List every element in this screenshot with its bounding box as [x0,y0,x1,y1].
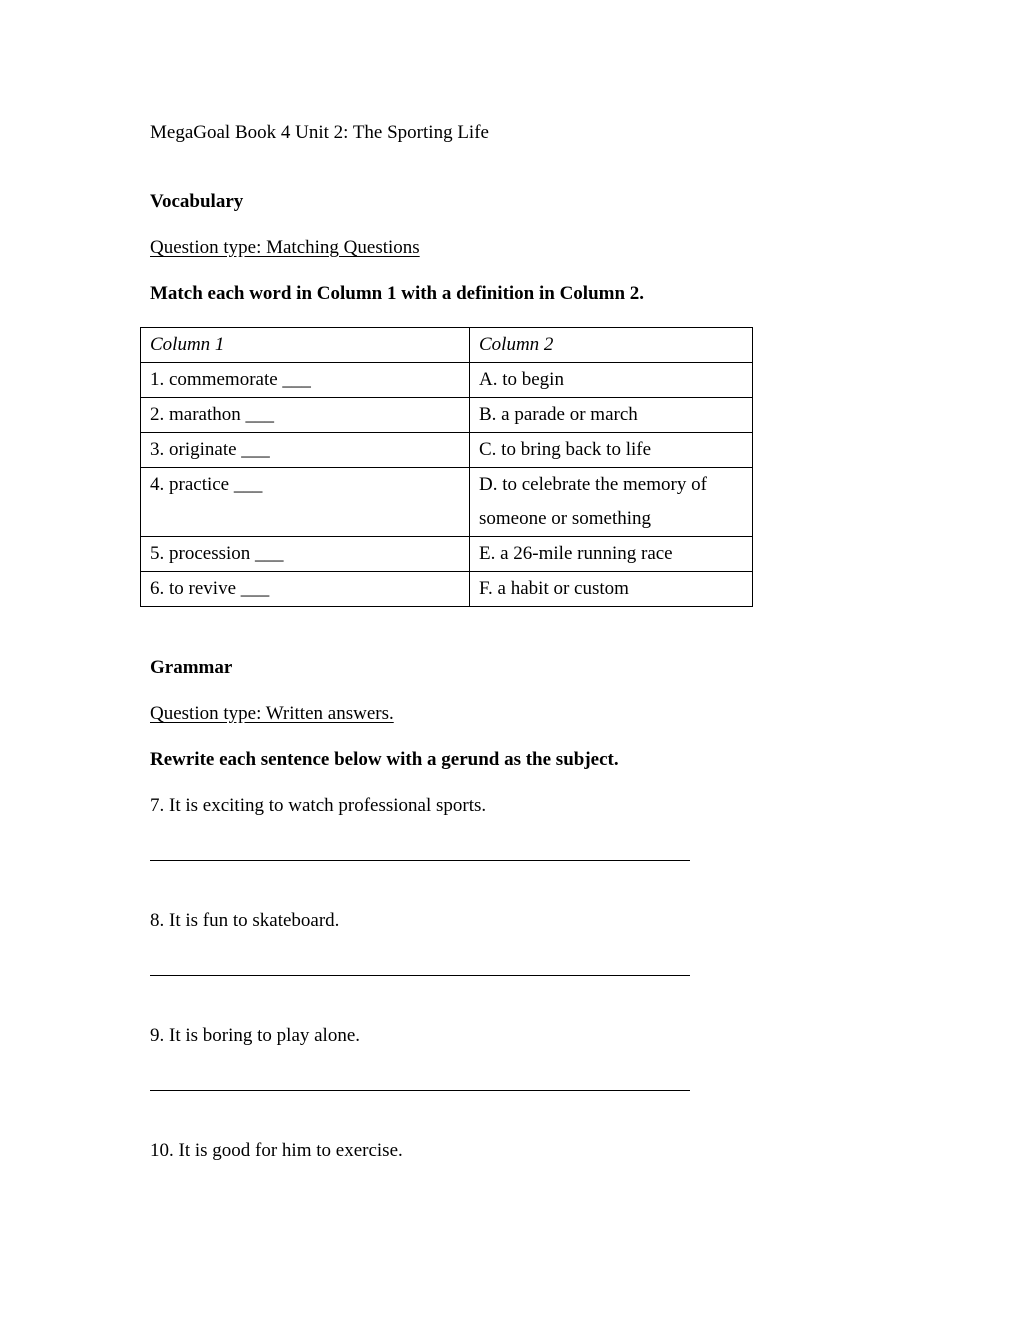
definition-cell: D. to celebrate the memory of someone or something [470,468,753,537]
word-cell: 1. commemorate ___ [141,363,470,398]
table-row [141,363,753,398]
grammar-instruction: Rewrite each sentence below with a gerund as the subject. [150,749,619,770]
table-row [141,468,753,537]
column-2-header: Column 2 [470,328,753,363]
table-row [141,433,753,468]
document-title: MegaGoal Book 4 Unit 2: The Sporting Life [150,122,489,143]
table-header-row [141,328,753,363]
vocabulary-question-type: Question type: Matching Questions [150,237,420,258]
table-row [141,572,753,607]
grammar-question-type: Question type: Written answers. [150,703,394,724]
word-cell: 3. originate ___ [141,433,470,468]
definition-cell: E. a 26-mile running race [470,537,753,572]
definition-cell: A. to begin [470,363,753,398]
table-row [141,398,753,433]
question-9: 9. It is boring to play alone. [150,1025,361,1046]
table-row [141,537,753,572]
column-1-header: Column 1 [141,328,470,363]
word-cell: 2. marathon ___ [141,398,470,433]
vocabulary-heading: Vocabulary [150,191,244,212]
word-cell: 4. practice ___ [141,468,470,537]
word-cell: 5. procession ___ [141,537,470,572]
question-10: 10. It is good for him to exercise. [150,1140,403,1161]
answer-line-9[interactable] [150,1090,690,1091]
definition-cell: B. a parade or march [470,398,753,433]
answer-line-8[interactable] [150,975,690,976]
question-8: 8. It is fun to skateboard. [150,910,340,931]
word-cell: 6. to revive ___ [141,572,470,607]
question-7: 7. It is exciting to watch professional sports. [150,795,487,816]
definition-cell: F. a habit or custom [470,572,753,607]
grammar-heading: Grammar [150,657,233,678]
matching-table [140,327,753,607]
answer-line-7[interactable] [150,860,690,861]
definition-cell: C. to bring back to life [470,433,753,468]
vocabulary-instruction: Match each word in Column 1 with a definition in Column 2. [150,283,645,304]
